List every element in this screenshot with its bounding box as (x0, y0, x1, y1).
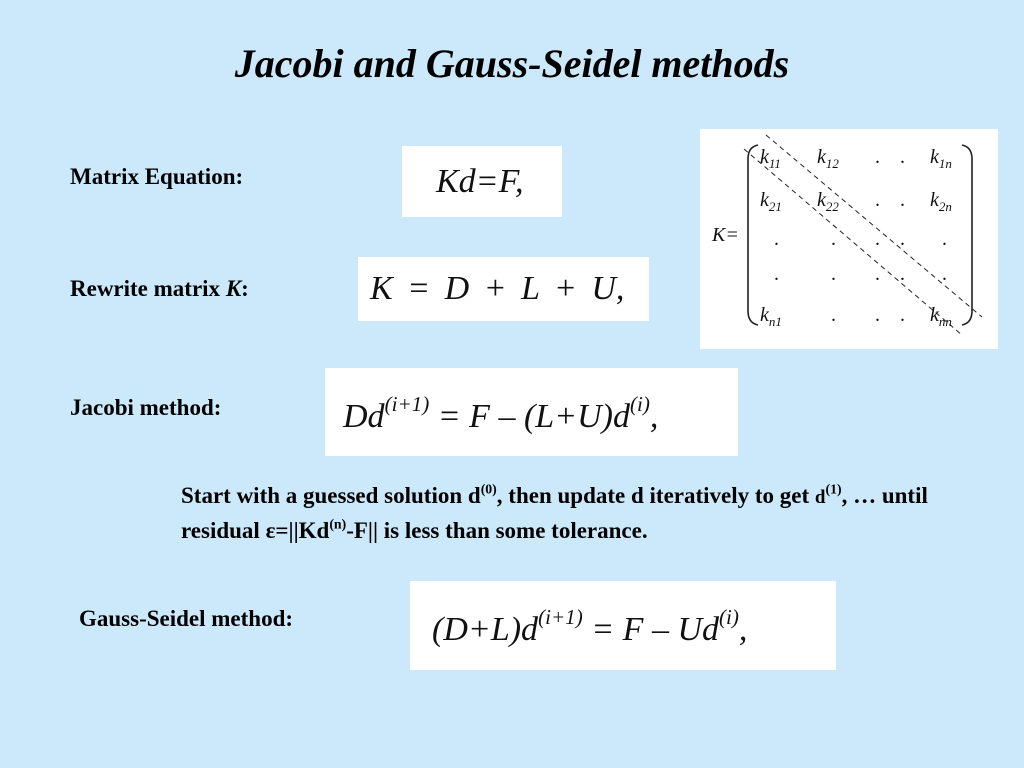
right-bracket-icon (962, 145, 972, 325)
para-part-2: , then update d iteratively to get (496, 483, 815, 508)
jacobi-formula (325, 368, 738, 456)
matrix-dot: . (831, 304, 836, 326)
matrix-k-label: K= (712, 224, 739, 246)
slide-title: Jacobi and Gauss-Seidel methods (234, 41, 790, 86)
rewrite-formula (358, 257, 649, 321)
matrix-entry-knn: $k_{nn}$ (930, 304, 952, 329)
matrix-entry-k11: $k_{11}$ (760, 146, 781, 171)
matrix-entry-k22: $k_{22}$ (817, 189, 839, 214)
rewrite-matrix-label (70, 276, 249, 302)
matrix-dot: . (900, 189, 905, 211)
gauss-seidel-formula-text (432, 604, 748, 649)
gs-lhs: (D+L)d (432, 610, 539, 648)
matrix-dot: . (942, 263, 947, 285)
matrix-dot: . (900, 304, 905, 326)
left-bracket-icon (748, 145, 758, 325)
para-d-small: d (814, 487, 826, 508)
para-sup-2: (1) (825, 481, 842, 497)
matrix-dot: . (774, 228, 779, 250)
gs-sup: (i+1) (538, 604, 583, 629)
matrix-dot: . (942, 228, 947, 250)
para-part-3: , … until residual ε=||Kd (181, 483, 928, 543)
jacobi-end: , (649, 398, 659, 435)
matrix-entry-k21: $k_{21}$ (760, 189, 782, 214)
para-part-4: -F|| is less than some tolerance. (346, 518, 648, 543)
matrix-entry-k12: $k_{12}$ (817, 146, 839, 171)
rewrite-colon: : (241, 276, 249, 301)
matrix-dot: . (875, 189, 880, 211)
matrix-dot: . (774, 263, 779, 285)
matrix-entry-k1n: $k_{1n}$ (930, 146, 952, 171)
matrix-equation-text: Kd=F, (436, 162, 524, 200)
gs-sup2: (i) (719, 604, 739, 629)
rewrite-prefix: Rewrite matrix (70, 276, 226, 301)
matrix-dot: . (900, 228, 905, 250)
matrix-dot: . (900, 263, 905, 285)
matrix-dot: . (831, 263, 836, 285)
rewrite-k: K (225, 276, 242, 301)
jacobi-sup: (i+1) (384, 392, 430, 417)
matrix-equation-formula (402, 146, 562, 217)
jacobi-mid: = F – (L+U)d (429, 398, 630, 435)
gs-mid: = F – Ud (582, 610, 719, 648)
rewrite-formula-text: K = D + L + U, (370, 270, 625, 307)
jacobi-sup2: (i) (630, 392, 650, 417)
gauss-seidel-label: Gauss-Seidel method: (79, 606, 294, 631)
para-sup-1: (0) (480, 481, 497, 497)
jacobi-label: Jacobi method: (70, 395, 222, 420)
matrix-k-svg (700, 129, 998, 349)
matrix-equation-label: Matrix Equation: (70, 164, 244, 189)
para-part-1: Start with a guessed solution d (181, 483, 481, 508)
matrix-k-figure (700, 129, 998, 349)
matrix-dot: . (875, 263, 880, 285)
matrix-dot: . (875, 304, 880, 326)
matrix-dot: . (875, 146, 880, 168)
matrix-entry-kn1: $k_{n1}$ (760, 304, 782, 329)
iteration-description (181, 479, 971, 547)
para-sup-3: (n) (329, 516, 347, 532)
matrix-entry-k2n: $k_{2n}$ (930, 189, 952, 214)
jacobi-formula-text (343, 392, 659, 436)
matrix-dot: . (831, 228, 836, 250)
gs-end: , (738, 610, 748, 648)
matrix-dot: . (900, 146, 905, 168)
gauss-seidel-formula (410, 581, 836, 670)
jacobi-lhs: Dd (343, 398, 385, 435)
matrix-dot: . (875, 228, 880, 250)
